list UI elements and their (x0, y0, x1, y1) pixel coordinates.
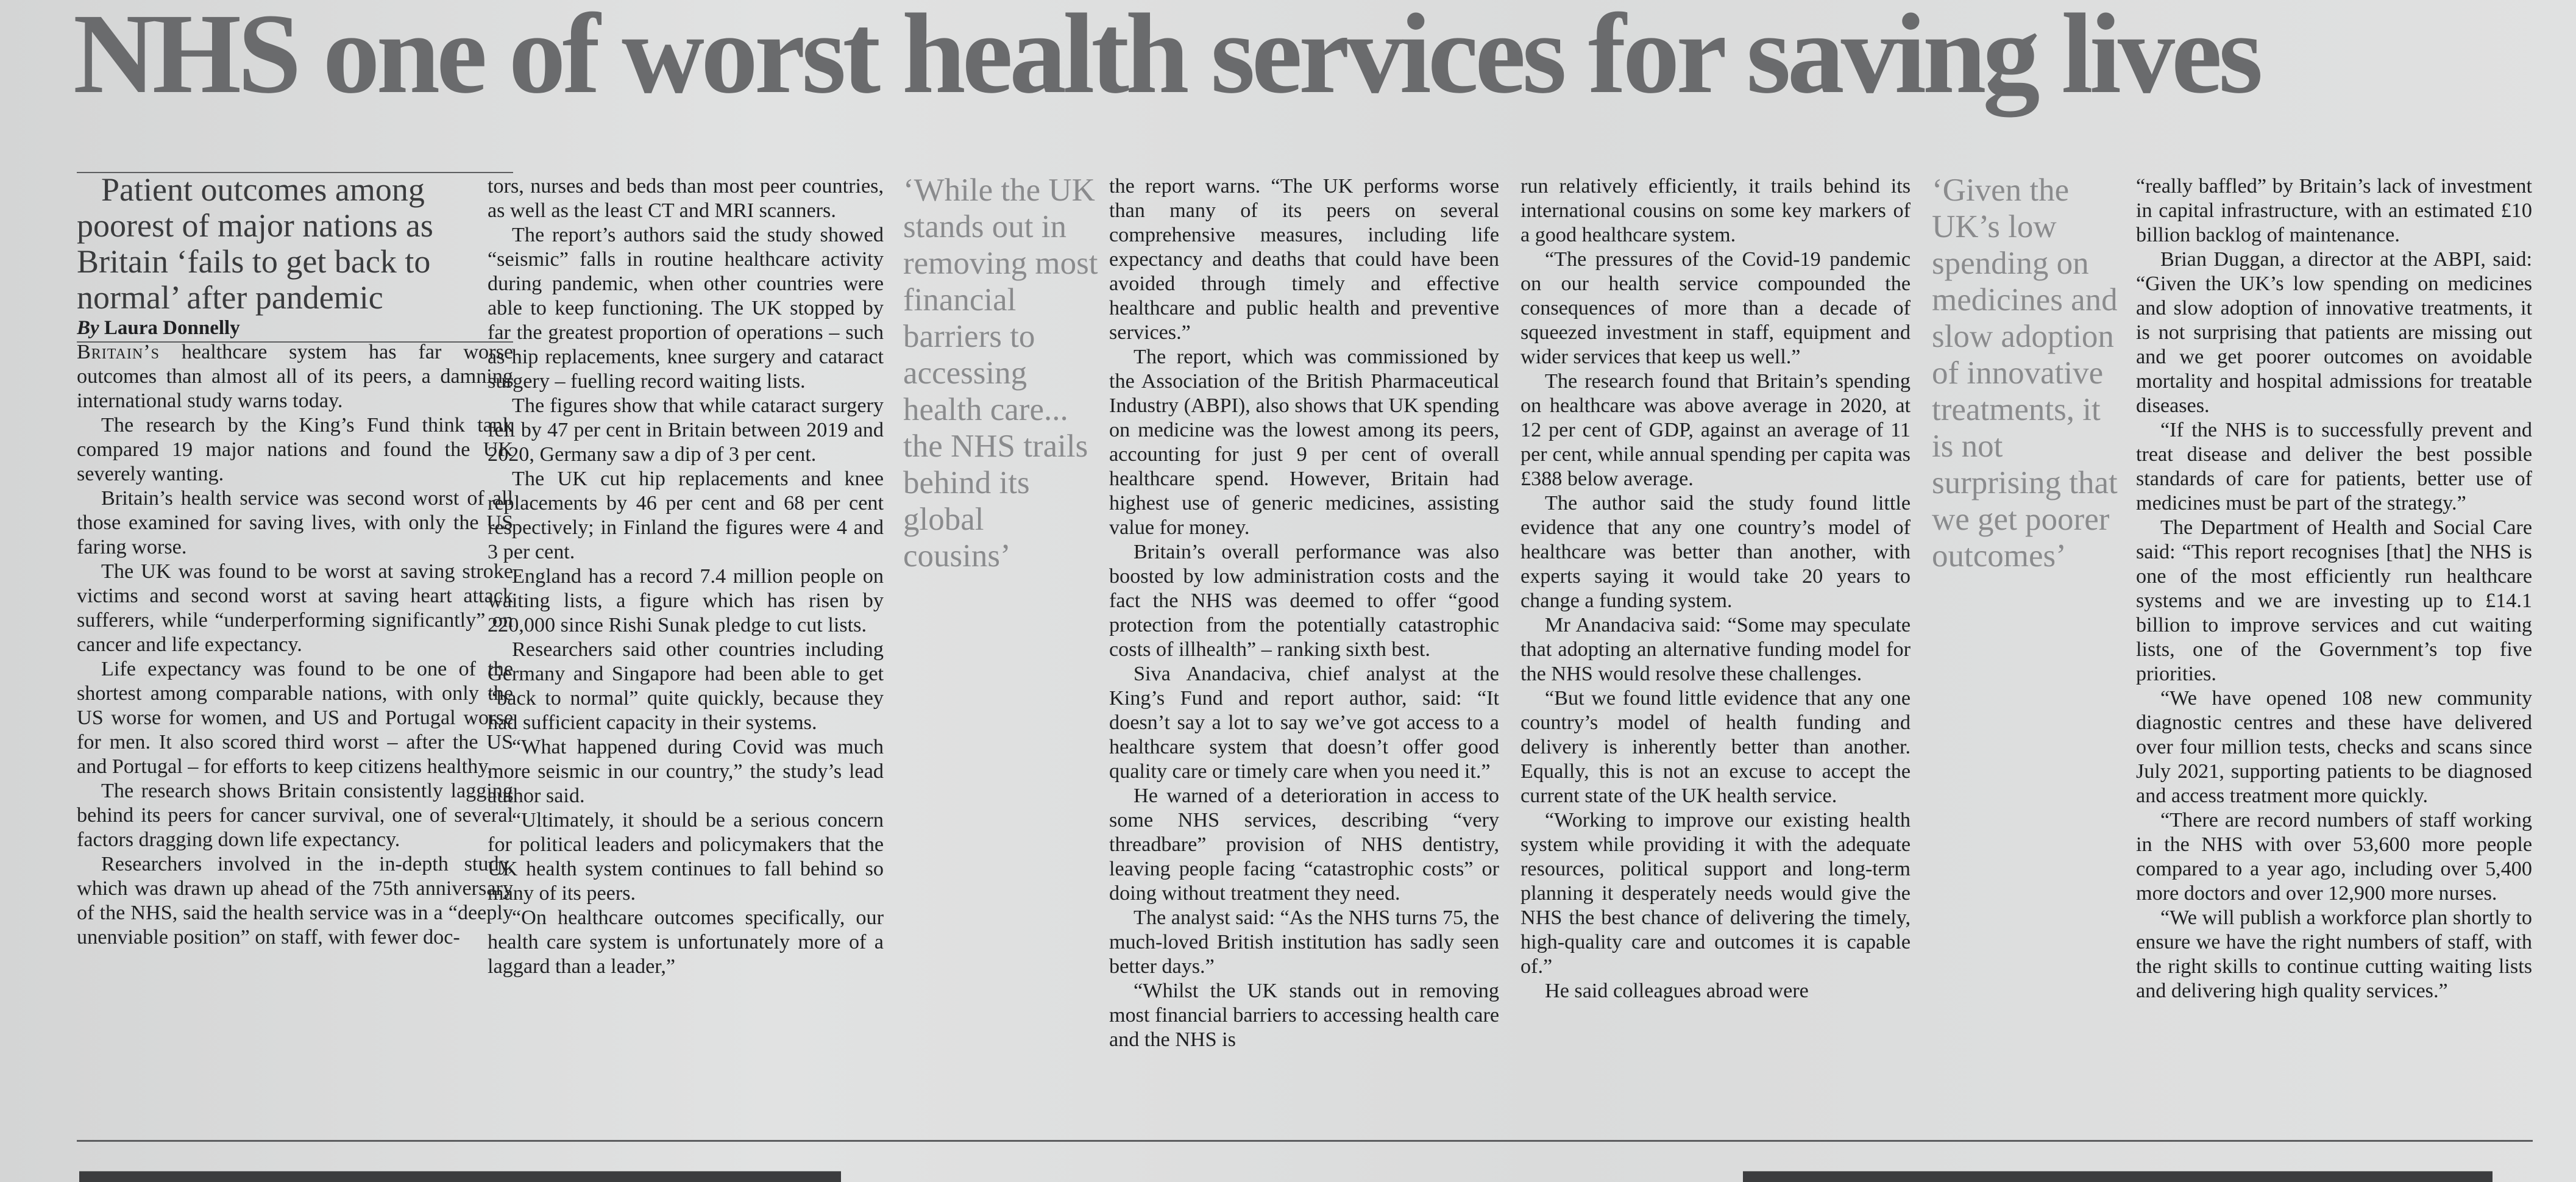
paragraph: The research by the King’s Fund think tank compared 19 major nations and found the UK severely wanting. (77, 414, 513, 485)
paragraph: Mr Anandaciva said: “Some may speculate that adopting an alternative funding model for the NHS would resolve these challenges. (1520, 614, 1911, 685)
paragraph: tors, nurses and beds than most peer countries, as well as the least CT and MRI scanners. (488, 175, 884, 222)
paragraph: “Whilst the UK stands out in removing most financial barriers to accessing health care and the NHS is (1109, 980, 1499, 1051)
cropped-headline-right (1743, 1155, 2493, 1182)
byline-author: Laura Donnelly (104, 317, 240, 339)
byline-by: By (77, 317, 99, 339)
paragraph: Britain’s overall performance was also boosted by low administration costs and the fact the NHS was deemed to offer “good protection from the potentially catastrophic costs of illhealth” – ranking sixth best. (1109, 541, 1499, 661)
paragraph: “We will publish a workforce plan shortly to ensure we have the right numbers of staff, with the right skills to continue cutting waiting lists and delivering high quality services.” (2136, 906, 2532, 1002)
paragraph: “Ultimately, it should be a serious concern for political leaders and policymakers that the UK health system continues to fall behind so many of its peers. (488, 809, 884, 905)
paragraph: Researchers involved in the in-depth study, which was drawn up ahead of the 75th anniversary of the NHS, said the health service was in a “deeply unenviable position” on staff, with fewer doc- (77, 853, 513, 949)
byline (77, 316, 513, 340)
paragraph: The UK cut hip replacements and knee replacements by 46 per cent and 68 per cent respectively; in Finland the figures were 4 and 3 per cent. (488, 468, 884, 563)
article-column-1 (77, 172, 513, 1132)
paragraph: The analyst said: “As the NHS turns 75, the much-loved British institution has sadly seen better days.” (1109, 906, 1499, 978)
paragraph: The author said the study found little evidence that any one country’s model of healthcare was better than another, with experts saying it would take 20 years to change a funding system. (1520, 492, 1911, 612)
paragraph: The research shows Britain consistently lagging behind its peers for cancer survival, one of several factors dragging down life expectancy. (77, 780, 513, 851)
paragraph: The research found that Britain’s spending on healthcare was above average in 2020, at 12 per cent of GDP, against an average of 11 per cent, while annual spending per capita was £388 below average. (1520, 370, 1911, 490)
paragraph: “But we found little evidence that any one country’s model of health funding and delivery is inherently better than another. Equally, this is not an excuse to accept the current state of the UK health service. (1520, 687, 1911, 807)
lead-capitals: Britain’s (77, 341, 160, 363)
paragraph: “really baffled” by Britain’s lack of investment in capital infrastructure, with an estimated £10 billion backlog of maintenance. (2136, 175, 2532, 246)
pull-quote-text: ‘While the UK stands out in removing most financial barriers to accessing health care... the NHS trails behind its global cousins’ (903, 173, 1098, 574)
bottom-rule (77, 1140, 2533, 1142)
paragraph: Researchers said other countries including Germany and Singapore had been able to get “back to normal” quite quickly, because they had sufficient capacity in their systems. (488, 638, 884, 734)
paragraph: “The pressures of the Covid-19 pandemic on our health service compounded the consequences of more than a decade of squeezed investment in staff, equipment and wider services that keep us well.” (1520, 248, 1911, 368)
paragraph: “We have opened 108 new community diagnostic centres and these have delivered over four million tests, checks and scans since July 2021, supporting patients to be diagnosed and access treatment more quickly. (2136, 687, 2532, 807)
article-column-5 (2136, 174, 2532, 1134)
cropped-headline-left (79, 1155, 841, 1182)
paragraph: “Working to improve our existing health system while providing it with the adequate resources, political support and long-term planning it desperately needs would give the NHS the best chance of delivering the timely, high-quality care and outcomes it is capable of.” (1520, 809, 1911, 978)
paragraph: The Department of Health and Social Care said: “This report recognises [that] the NHS is one of the most efficiently run healthcare systems and we are investing up to £14.1 billion to improve services and cut waiting lists, one of the Government’s top five priorities. (2136, 516, 2532, 685)
lead-text: healthcare system has far worse outcomes than almost all of its peers, a damning international study warns today. (77, 341, 513, 412)
paragraph: The report’s authors said the study showed “seismic” falls in routine healthcare activity during pandemic, when other countries were able to keep functioning. The UK stopped by far the greatest proportion of operations – such as hip replacements, knee surgery and cataract surgery – fuelling record waiting lists. (488, 224, 884, 393)
paragraph: England has a record 7.4 million people on waiting lists, a figure which has risen by 220,000 since Rishi Sunak pledge to cut lists. (488, 565, 884, 636)
lead-paragraph (77, 340, 513, 413)
standfirst: Patient outcomes among poorest of major nations as Britain ‘fails to get back to normal’ after pandemic (77, 172, 433, 316)
headline: NHS one of worst health services for saving lives (73, 0, 2260, 117)
paragraph: Brian Duggan, a director at the ABPI, said: “Given the UK’s low spending on medicines and slow adoption of innovative treatments, it is not surprising that patients are missing out and we get poorer outcomes on avoidable mortality and hospital admissions for treatable diseases. (2136, 248, 2532, 417)
paragraph: “What happened during Covid was much more seismic in our country,” the study’s lead author said. (488, 736, 884, 807)
paragraph: Siva Anandaciva, chief analyst at the King’s Fund and report author, said: “It doesn’t say a lot to say we’ve got access to a healthcare system that doesn’t offer good quality care or timely care when you need it.” (1109, 663, 1499, 783)
paragraph: run relatively efficiently, it trails behind its international cousins on some key markers of a good healthcare system. (1520, 175, 1911, 246)
article-column-2 (488, 174, 884, 1134)
paragraph: The report, which was commissioned by the Association of the British Pharmaceutical Industry (ABPI), also shows that UK spending on medicine was the lowest among its peers, accounting for just 9 per cent of overall healthcare spend. However, Britain had highest use of generic medicines, assisting value for money. (1109, 346, 1499, 539)
paragraph: “There are record numbers of staff working in the NHS with over 53,600 more people compared to a year ago, including over 5,400 more doctors and over 12,900 more nurses. (2136, 809, 2532, 905)
paragraph: The figures show that while cataract surgery fell by 47 per cent in Britain between 2019 and 2020, Germany saw a dip of 3 per cent. (488, 394, 884, 466)
next-article-headline-strip (0, 1149, 2576, 1182)
pull-quote-1 (903, 172, 1098, 660)
pull-quote-text: ‘Given the UK’s low spending on medicines and slow adoption of innovative treatments, it is not surprising that we get poorer outcomes’ (1932, 173, 2118, 574)
paragraph: Life expectancy was found to be one of the shortest among comparable nations, with only the US worse for women, and US and Portugal worse for men. It also scored third worst – after the US and Portugal – for efforts to keep citizens healthy. (77, 658, 513, 778)
paragraph: “If the NHS is to successfully prevent and treat disease and deliver the best possible standards of care for patients, better use of medicines must be part of the strategy.” (2136, 419, 2532, 514)
article-column-3 (1109, 174, 1499, 1134)
paragraph: He warned of a deterioration in access to some NHS services, describing “very threadbare” provision of NHS dentistry, leaving people facing “catastrophic costs” or doing without treatment they need. (1109, 785, 1499, 905)
paragraph: “On healthcare outcomes specifically, our health care system is unfortunately more of a laggard than a leader,” (488, 906, 884, 978)
paragraph: He said colleagues abroad were (1545, 980, 1809, 1002)
paragraph: Britain’s health service was second worst of all those examined for saving lives, with only the US faring worse. (77, 487, 513, 558)
article-column-4 (1520, 174, 1911, 1134)
paragraph: The UK was found to be worst at saving stroke victims and second worst at saving heart attack sufferers, while “underperforming significantly” on cancer and life expectancy. (77, 560, 513, 656)
paragraph: the report warns. “The UK performs worse than many of its peers on several comprehensive measures, including life expectancy and deaths that could have been avoided through timely and effective healthcare and public health and preventive services.” (1109, 175, 1499, 344)
pull-quote-2 (1932, 172, 2121, 660)
